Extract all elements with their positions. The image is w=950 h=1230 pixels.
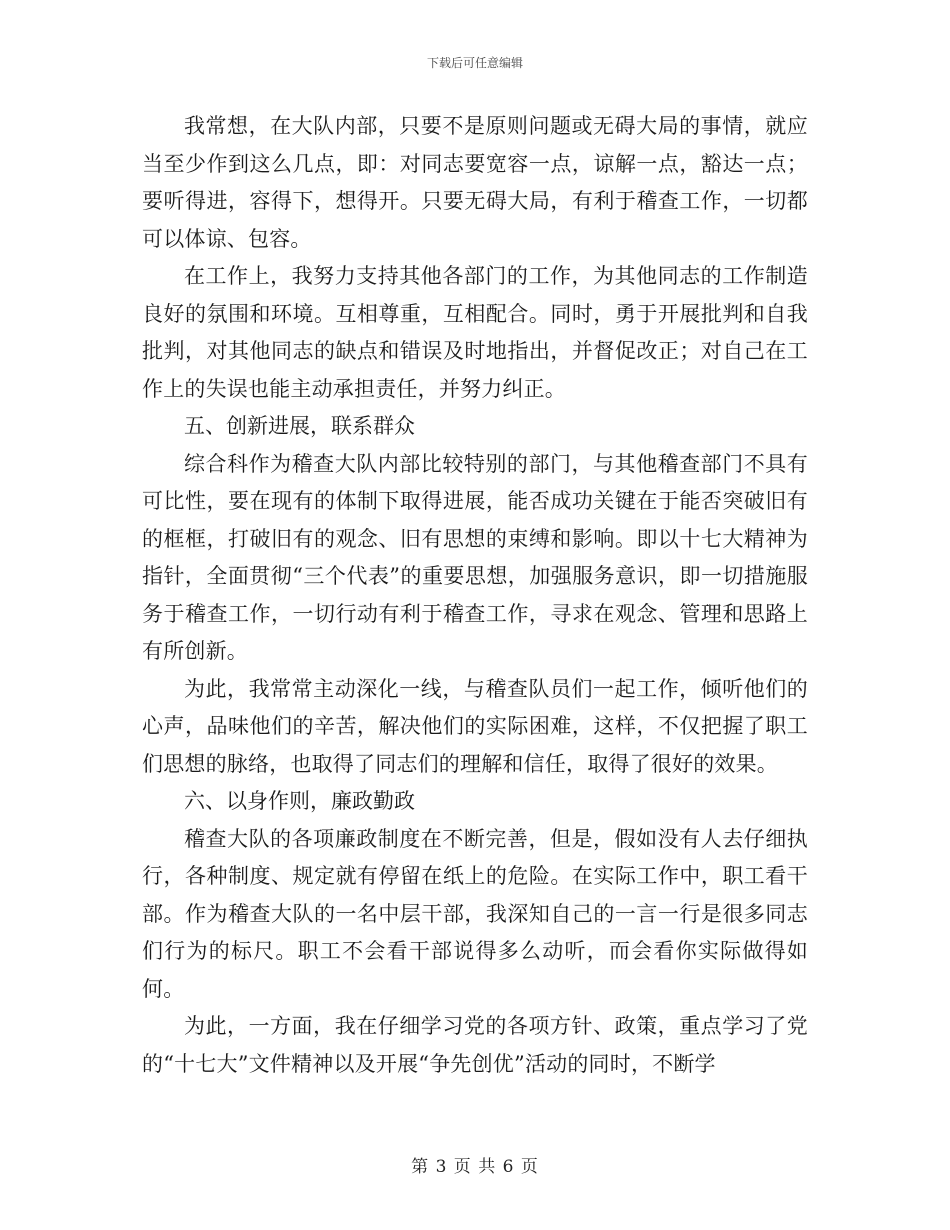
paragraph-4: 为此，我常常主动深化一线，与稽查队员们一起工作，倾听他们的心声，品味他们的辛苦，解决他们的实际困难，这样，不仅把握了职工们思想的脉络，也取得了同志们的理解和信任，取得了很好的效果。 [142, 676, 808, 776]
page-number: 第 3 页 共 6 页 [411, 1157, 539, 1177]
section-heading-6: 六、以身作则，廉政勤政 [184, 789, 415, 813]
paragraph-6: 为此，一方面，我在仔细学习党的各项方针、政策，重点学习了党的“十七大”文件精神以及开展“争先创优”活动的同时，不断学 [142, 1014, 808, 1076]
paragraph-1: 我常想，在大队内部，只要不是原则问题或无碍大局的事情，就应当至少作到这么几点，即：对同志要宽容一点，谅解一点，豁达一点；要听得进，容得下，想得开。只要无碍大局，有利于稽查工作，一切都可以体谅、包容。 [142, 114, 808, 251]
paragraph-3: 综合科作为稽查大队内部比较特别的部门，与其他稽查部门不具有可比性，要在现有的体制下取得进展，能否成功关键在于能否突破旧有的框框，打破旧有的观念、旧有思想的束缚和影响。即以十七大精神为指针，全面贯彻“三个代表”的重要思想，加强服务意识，即一切措施服务于稽查工作，一切行动有利于稽查工作，寻求在观念、管理和思路上有所创新。 [142, 451, 808, 663]
paragraph-5: 稽查大队的各项廉政制度在不断完善，但是，假如没有人去仔细执行，各种制度、规定就有停留在纸上的危险。在实际工作中，职工看干部。作为稽查大队的一名中层干部，我深知自己的一言一行是很多同志们行为的标尺。职工不会看干部说得多么动听，而会看你实际做得如何。 [142, 826, 808, 1001]
document-body [142, 108, 808, 1083]
section-heading-5: 五、创新进展，联系群众 [184, 414, 415, 438]
paragraph-2: 在工作上，我努力支持其他各部门的工作，为其他同志的工作制造良好的氛围和环境。互相尊重，互相配合。同时，勇于开展批判和自我批判，对其他同志的缺点和错误及时地指出，并督促改正；对自己在工作上的失误也能主动承担责任，并努力纠正。 [142, 264, 808, 401]
page-header-note: 下载后可任意编辑 [426, 56, 523, 70]
